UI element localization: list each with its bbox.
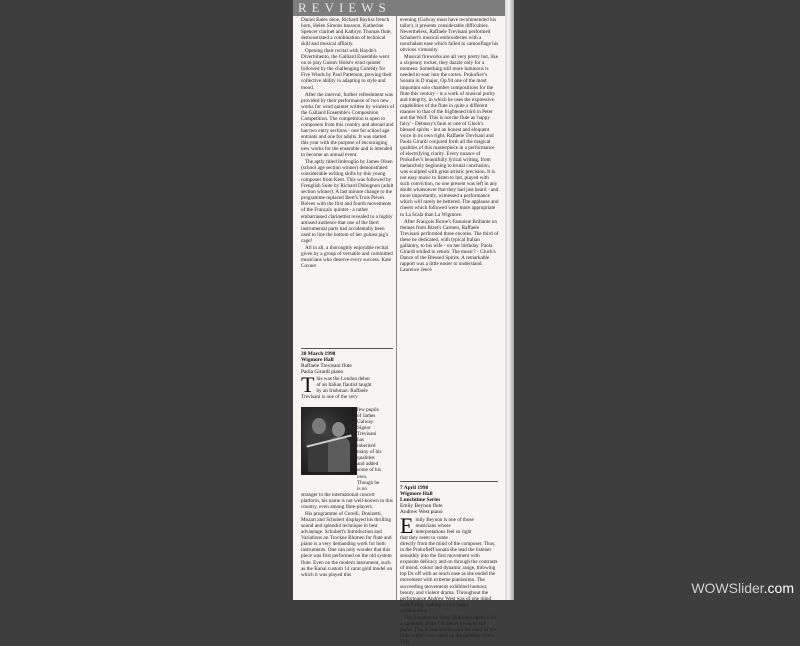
- wrap-line: some of his: [357, 467, 381, 474]
- wrap-line: of James: [357, 413, 376, 420]
- paragraph: evening (Galway must have recommended his tailor), it presents considerable difficulties. Nevertheless, Raffaele Trevisani performed Schubert's musical embroideries with a nonchalant ease which failed to camouflage his obvious virtuosity.: [400, 17, 499, 54]
- wrap-line: that they seem to come: [400, 535, 448, 542]
- wrap-line: is no: [357, 485, 367, 492]
- paragraph: Daniel Bates oboe, Richard Bayliss french horn, Helen Simons bassoon, Katherine Spencer clarinet and Kathryn Thomas flute, demonstrated a combination of technical skill and musical affinity.: [301, 17, 392, 48]
- column-rule: [396, 16, 397, 600]
- watermark: [691, 580, 794, 596]
- section-masthead: REVIEWS: [293, 0, 505, 16]
- watermark-suffix: .com: [763, 580, 794, 596]
- review-body-wrap: [357, 407, 395, 492]
- column-right: [400, 17, 499, 274]
- review-date: 7 April 1998: [400, 485, 429, 491]
- wrap-line: Galway.: [357, 419, 375, 426]
- paragraph: directly from the mind of the composer. Thus, in the Prokofieff sonata she lead the listener smoothly into the first movement with exquisite delicacy and on through the contrasts of mood, colour and dynamic range, throwing top Ds off with as much ease as she ended the movement with extreme pianissimo. The succeeding movements exhibited humour, beauty, and violent drama. Throughout the performance Andrew West was of one mind with Emily, making a very happy collaboration.: [400, 541, 498, 614]
- wrap-line: Trevisani is one of the very: [301, 394, 358, 401]
- wrap-line: Trevisani: [357, 431, 377, 438]
- review-series: Lunchtime Series: [400, 497, 441, 503]
- paragraph: The aptly titled Imbroglio by James Olsen (school age section winner) demonstrated considerable writing skills by this young composer from Kent. This was followed by Frenglish Suite by Richard Dubugnon (adult section winner). A last minute change to the programme replaced Ibert's Trois Pièces Brèves with the first and fourth movements of the Françaix quintet - a rather embarrassed clarinettist revealed to a highly amused audience that one of the Ibert instrumental parts had accidentally been used to line the bottom of her guinea pig's cage!: [301, 159, 394, 244]
- paragraph: The Sonatine by Henri Dutilleux opens with a statement of the 7/8 theme given by the piano. This is interwoven with the entry of the flute, which soon takes up the opening theme. This: [400, 614, 496, 645]
- review-performer: Raffaele Trevisani flute: [301, 363, 352, 369]
- wrap-line: has: [357, 437, 364, 444]
- paragraph: stranger to the international concert platform, his name is not well-known in this country, even among flute-players.: [301, 492, 393, 511]
- paragraph: After François Borne's Fantaisie Brillante on themes from Bizet's Carmen, Raffaele Trevisani performed three encores. The third of these he dedicated, with typical Italian gallantry, to his wife - on her birthday. Paola Girardi smiled in return. The music? - Gluck's Dance of the Blessed Spirits. A remarkable rapport was a little easier to understand. Laurence Jeece: [400, 218, 499, 273]
- review-header: [400, 485, 498, 515]
- review-performer: Paola Girardi piano: [301, 369, 344, 375]
- wrap-line: interpretations feel so right: [415, 529, 472, 536]
- section-divider: [400, 481, 498, 482]
- drop-cap: E: [400, 513, 414, 538]
- wrap-line: his was the London debut: [316, 376, 370, 382]
- review-date: 30 March 1998: [301, 351, 336, 357]
- magazine-page: [293, 0, 505, 645]
- paragraph: Musical fireworks are all very pretty but, like a sixpenny rocket, they dazzle only for a moment. Something still more luminous is needed to soar into the cortex. Prokofiev's Sonata in D major, Op.94 one of the most important solo chamber compositions for the flute this century - is a work of musical purity and integrity, in which he uses the expressive capabilities of the flute in quite a different manner to that of the frightened bird in Peter and the Wolf. This is not the flute as 'happy fairy' - Debussy's faun or one of Gluck's blessed spirits - but an honest and eloquent voice in its own right. Raffaele Trevisani and Paola Girardi conjured forth all the magical qualities of this masterpiece in a performance of electrifying clarity. Every nuance of Prokofiev's beautifully lyrical writing, from melancholy beginning to brutal conclusion, was sculpted with great artistic precision. It is not easy music to listen to but, played with such conviction, no one present was left in any doubt whatsoever that they had just heard - and more importantly, witnessed a performance which will rarely be bettered. The applause and cheers which followed were more appropriate to La Scala than La Wigmore.: [400, 54, 499, 218]
- review-header: [301, 351, 393, 375]
- paragraph: After the interval, further refreshment was provided by their performance of two new works for wind quintet written by winners of the Galliard Ensemble's Composition Competition. The competition is open to composers from this country and abroad and has two entry sections - one for school age entrants and one for adults. It was started this year with the purpose of encouraging new works for the ensemble and is intended to become an annual event.: [301, 91, 395, 159]
- review-body: [400, 513, 498, 646]
- column-left: [301, 17, 395, 270]
- wrap-line: by an Irishman: Raffaele: [316, 388, 368, 395]
- review-performer: Andrew West piano: [400, 509, 443, 515]
- performer-photo: [301, 407, 357, 475]
- wrap-line: own.: [357, 473, 368, 480]
- wrap-line: mily Beynon is one of those: [415, 517, 474, 523]
- wrap-line: musicians whose: [415, 523, 451, 530]
- paragraph: Opening their recital with Haydn's Divertimento, the Galliard Ensemble went on to play Gustav Holst's wind quintet followed by the challenging Comedy for Five Winds by Paul Patterson, proving their collective ability in adapting to style and mood.: [301, 48, 392, 91]
- paragraph: All in all, a thoroughly enjoyable recital given by a group of versatile and committed musicians who deserve every success. Kate Coxner: [301, 244, 393, 269]
- wrap-line: and added: [357, 461, 379, 468]
- wrap-line: Though he: [357, 479, 380, 486]
- wrap-line: few pupils: [357, 407, 379, 413]
- wrap-line: inherited: [357, 443, 376, 450]
- wrap-line: many of his: [357, 449, 382, 456]
- wrap-line: qualities: [357, 455, 375, 462]
- page-edge: [505, 0, 514, 600]
- review-venue: Wigmore Hall: [400, 491, 433, 497]
- watermark-text: WOWSlider: [691, 580, 764, 596]
- paragraph: His programme of Corelli, Donizetti, Mozart and Schubert displayed his thrilling sound and splendid technique to best advantage. Schubert's Introduction and Variations on Trockne Blumen for flute and piano is a very demanding work for both instruments. One can only wonder that this piece was first performed on the old system flute. Even on the modern instrument, such as the Kanai custom 14 carat gold model on which it was played this: [301, 511, 393, 578]
- review-body-continued: [301, 492, 393, 579]
- review-performer: Emily Beynon flute: [400, 503, 443, 509]
- wrap-line: of an Italian flautist taught: [316, 382, 372, 389]
- section-divider: [301, 348, 393, 349]
- wrap-line: Signor: [357, 425, 371, 432]
- review-venue: Wigmore Hall: [301, 357, 334, 363]
- drop-cap: T: [301, 372, 315, 397]
